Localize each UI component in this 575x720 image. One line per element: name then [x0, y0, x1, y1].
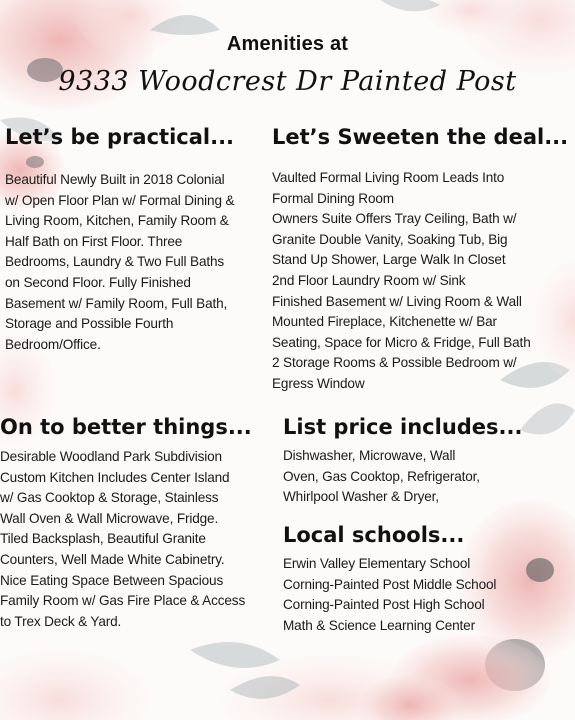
sweeten-line: Finished Basement w/ Living Room & Wall	[272, 293, 522, 309]
practical-line: Half Bath on First Floor. Three	[5, 233, 183, 249]
list-price-text	[283, 446, 480, 508]
better-things-text	[0, 447, 245, 632]
sweeten-line: Mounted Fireplace, Kitchenette w/ Bar	[272, 314, 497, 330]
school-line: Math & Science Learning Center	[283, 617, 475, 633]
better-line: Counters, Well Made White Cabinetry.	[0, 551, 225, 567]
heading-better-things: On to better things...	[0, 415, 252, 439]
better-line: Nice Eating Space Between Spacious	[0, 572, 224, 588]
better-line: Tiled Backsplash, Beautiful Granite	[0, 531, 206, 547]
sweeten-line: Owners Suite Offers Tray Ceiling, Bath w/	[272, 211, 517, 227]
practical-line: Beautiful Newly Built in 2018 Colonial	[5, 172, 225, 187]
heading-sweeten: Let’s Sweeten the deal...	[272, 125, 569, 149]
price-line: Dishwasher, Microwave, Wall	[283, 448, 456, 463]
practical-line: Living Room, Kitchen, Family Room &	[5, 213, 229, 229]
sweeten-line: Seating, Space for Micro & Fridge, Full Bath	[272, 334, 531, 350]
price-line: Whirlpool Washer & Dryer,	[283, 489, 439, 505]
better-line: Desirable Woodland Park Subdivision	[0, 449, 222, 464]
better-line: Wall Oven & Wall Microwave, Fridge.	[0, 510, 219, 526]
sweeten-text	[272, 168, 531, 395]
schools-text	[283, 554, 496, 636]
sweeten-line: 2 Storage Rooms & Possible Bedroom w/	[272, 355, 517, 371]
better-line: Custom Kitchen Includes Center Island	[0, 469, 230, 485]
practical-line: on Second Floor. Fully Finished	[5, 274, 191, 290]
practical-line: Basement w/ Family Room, Full Bath,	[5, 295, 228, 311]
price-line: Oven, Gas Cooktop, Refrigerator,	[283, 468, 480, 484]
sweeten-line: Stand Up Shower, Large Walk In Closet	[272, 252, 506, 268]
practical-line: Bedroom/Office.	[5, 336, 101, 352]
practical-line: Storage and Possible Fourth	[5, 316, 174, 332]
property-address: 9333 Woodcrest Dr Painted Post	[58, 66, 517, 97]
title-line-1: Amenities at	[226, 33, 349, 55]
heading-list-price: List price includes...	[283, 415, 523, 439]
practical-line: w/ Open Floor Plan w/ Formal Dining &	[5, 192, 235, 208]
school-line: Erwin Valley Elementary School	[283, 556, 471, 571]
school-line: Corning-Painted Post Middle School	[283, 576, 497, 592]
sweeten-line: Formal Dining Room	[272, 190, 394, 206]
better-line: to Trex Deck & Yard.	[0, 613, 122, 629]
better-line: Family Room w/ Gas Fire Place & Access	[0, 593, 246, 609]
heading-practical: Let’s be practical...	[5, 125, 235, 149]
heading-local-schools: Local schools...	[283, 523, 465, 547]
school-line: Corning-Painted Post High School	[283, 597, 485, 613]
sweeten-line: Granite Double Vanity, Soaking Tub, Big	[272, 231, 508, 247]
sweeten-line: 2nd Floor Laundry Room w/ Sink	[272, 272, 466, 288]
sweeten-line: Vaulted Formal Living Room Leads Into	[272, 170, 505, 185]
better-line: w/ Gas Cooktop & Storage, Stainless	[0, 490, 219, 506]
practical-line: Bedrooms, Laundry & Two Full Baths	[5, 254, 225, 270]
sweeten-line: Egress Window	[272, 375, 365, 391]
practical-text	[5, 170, 234, 355]
